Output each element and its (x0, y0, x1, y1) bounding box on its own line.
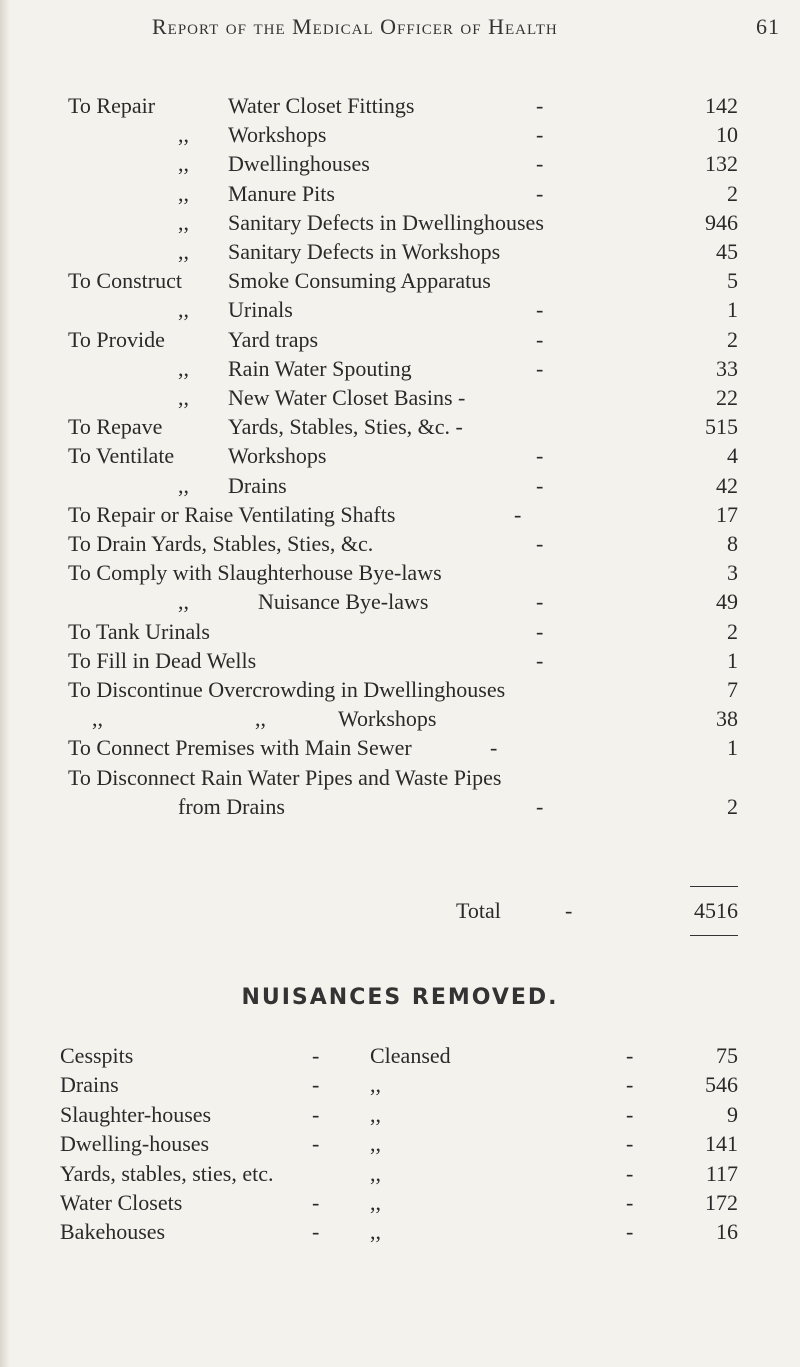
ditto-mark: ,, (178, 210, 189, 235)
nuisance-action: Cleansed (370, 1043, 451, 1068)
works-item: Dwellinghouses (228, 151, 370, 176)
works-action: To Connect Premises with Main Sewer (68, 735, 412, 760)
works-count: 10 (716, 122, 738, 147)
nuisance-action: ,, (370, 1131, 381, 1156)
works-item: Workshops (228, 443, 327, 468)
works-count: 49 (716, 589, 738, 614)
ditto-mark: ,, (178, 151, 189, 176)
nuisance-row (0, 1131, 800, 1159)
nuisance-row (0, 1102, 800, 1130)
works-row (0, 531, 800, 559)
nuisance-count: 75 (716, 1043, 738, 1068)
nuisance-row (0, 1072, 800, 1100)
nuisance-dash: - (626, 1219, 634, 1244)
works-row (0, 385, 800, 413)
works-item: Sanitary Defects in Workshops (228, 239, 501, 264)
works-row (0, 327, 800, 355)
works-count: 946 (705, 210, 738, 235)
works-action: To Comply with Slaughterhouse Bye-laws (68, 560, 442, 585)
works-item: Drains (228, 473, 287, 498)
works-count: 515 (705, 414, 738, 439)
works-item: Nuisance Bye-laws (258, 589, 429, 614)
works-action: To Repair (68, 93, 156, 118)
ditto-mark: ,, (255, 706, 266, 731)
total-dash: - (565, 898, 573, 923)
total-rule-bottom (690, 935, 738, 936)
nuisance-dash: - (312, 1043, 320, 1068)
works-action: To Drain Yards, Stables, Sties, &c. (68, 531, 374, 556)
nuisance-action: ,, (370, 1072, 381, 1097)
works-count: 33 (716, 356, 738, 381)
works-row (0, 794, 800, 822)
works-action: To Tank Urinals (68, 619, 210, 644)
works-action: To Provide (68, 327, 165, 352)
works-item: Workshops (228, 122, 327, 147)
nuisance-count: 172 (705, 1190, 738, 1215)
nuisance-dash: - (626, 1072, 634, 1097)
nuisance-row (0, 1043, 800, 1071)
works-row (0, 239, 800, 267)
works-item: Smoke Consuming Apparatus (228, 268, 491, 293)
works-count: 1 (727, 735, 738, 760)
works-action: To Construct (68, 268, 182, 293)
works-count: 142 (705, 93, 738, 118)
works-dash: - (514, 502, 522, 527)
works-dash: - (536, 93, 544, 118)
nuisance-count: 16 (716, 1219, 738, 1244)
works-action: To Repave (68, 414, 163, 439)
works-item: Yards, Stables, Sties, &c. - (228, 414, 463, 439)
works-item: Sanitary Defects in Dwellinghouses (228, 210, 544, 235)
works-item: Urinals (228, 297, 293, 322)
works-dash: - (536, 619, 544, 644)
works-item: Rain Water Spouting (228, 356, 412, 381)
nuisance-dash: - (626, 1131, 634, 1156)
total-label: Total (456, 898, 501, 923)
works-row (0, 502, 800, 530)
works-row (0, 735, 800, 763)
nuisance-row (0, 1219, 800, 1247)
works-action: To Fill in Dead Wells (68, 648, 257, 673)
works-item: from Drains (178, 794, 285, 819)
works-row (0, 560, 800, 588)
works-row (0, 677, 800, 705)
works-row (0, 589, 800, 617)
nuisance-dash: - (312, 1102, 320, 1127)
nuisance-place: Bakehouses (60, 1219, 166, 1244)
works-item: Water Closet Fittings (228, 93, 415, 118)
works-item: Workshops (338, 706, 437, 731)
works-dash: - (536, 589, 544, 614)
nuisance-action: ,, (370, 1102, 381, 1127)
works-count: 22 (716, 385, 738, 410)
works-action: To Repair or Raise Ventilating Shafts (68, 502, 396, 527)
ditto-mark: ,, (92, 706, 103, 731)
works-count: 2 (727, 327, 738, 352)
works-count: 8 (727, 531, 738, 556)
works-row (0, 93, 800, 121)
works-count: 2 (727, 181, 738, 206)
works-count: 2 (727, 619, 738, 644)
works-action: To Discontinue Overcrowding in Dwellinghouses (68, 677, 506, 702)
works-row (0, 297, 800, 325)
works-item: Manure Pits (228, 181, 335, 206)
nuisance-dash: - (312, 1072, 320, 1097)
works-count: 5 (727, 268, 738, 293)
works-dash: - (536, 443, 544, 468)
works-dash: - (536, 297, 544, 322)
total-rule-top (690, 886, 738, 887)
works-count: 38 (716, 706, 738, 731)
works-count: 3 (727, 560, 738, 585)
works-action: To Ventilate (68, 443, 175, 468)
nuisance-place: Slaughter-houses (60, 1102, 212, 1127)
ditto-mark: ,, (178, 589, 189, 614)
nuisance-count: 9 (727, 1102, 738, 1127)
works-row (0, 356, 800, 384)
ditto-mark: ,, (178, 239, 189, 264)
nuisances-title: NUISANCES REMOVED. (241, 985, 559, 1010)
works-row (0, 268, 800, 296)
nuisance-place: Dwelling-houses (60, 1131, 210, 1156)
works-count: 45 (716, 239, 738, 264)
nuisance-place: Cesspits (60, 1043, 134, 1068)
nuisance-place: Water Closets (60, 1190, 183, 1215)
works-dash: - (536, 181, 544, 206)
nuisance-count: 141 (705, 1131, 738, 1156)
works-count: 42 (716, 473, 738, 498)
nuisance-dash: - (626, 1043, 634, 1068)
nuisance-action: ,, (370, 1161, 381, 1186)
works-row (0, 706, 800, 734)
nuisance-dash: - (626, 1102, 634, 1127)
works-dash: - (536, 531, 544, 556)
nuisance-count: 546 (705, 1072, 738, 1097)
nuisance-dash: - (312, 1131, 320, 1156)
works-count: 1 (727, 648, 738, 673)
nuisance-action: ,, (370, 1219, 381, 1244)
works-dash: - (536, 122, 544, 147)
ditto-mark: ,, (178, 297, 189, 322)
works-row (0, 443, 800, 471)
nuisance-dash: - (312, 1190, 320, 1215)
works-row (0, 414, 800, 442)
works-row (0, 648, 800, 676)
ditto-mark: ,, (178, 356, 189, 381)
ditto-mark: ,, (178, 122, 189, 147)
works-row (0, 210, 800, 238)
works-dash: - (536, 473, 544, 498)
works-dash: - (490, 735, 498, 760)
works-dash: - (536, 794, 544, 819)
nuisance-row (0, 1190, 800, 1218)
works-dash: - (536, 356, 544, 381)
works-row (0, 765, 800, 793)
nuisance-row (0, 1161, 800, 1189)
works-row (0, 122, 800, 150)
nuisance-count: 117 (705, 1161, 738, 1186)
nuisance-dash: - (312, 1219, 320, 1244)
works-row (0, 151, 800, 179)
works-count: 2 (727, 794, 738, 819)
ditto-mark: ,, (178, 181, 189, 206)
nuisance-place: Yards, stables, sties, etc. (60, 1161, 274, 1186)
works-count: 1 (727, 297, 738, 322)
works-row (0, 473, 800, 501)
works-count: 132 (705, 151, 738, 176)
ditto-mark: ,, (178, 385, 189, 410)
works-dash: - (536, 648, 544, 673)
works-dash: - (536, 327, 544, 352)
total-value: 4516 (694, 898, 738, 923)
works-dash: - (536, 151, 544, 176)
works-row (0, 181, 800, 209)
works-row (0, 619, 800, 647)
works-item: Yard traps (228, 327, 319, 352)
works-count: 17 (716, 502, 738, 527)
page-number: 61 (756, 14, 780, 39)
works-count: 7 (727, 677, 738, 702)
running-header (152, 14, 780, 40)
nuisance-place: Drains (60, 1072, 119, 1097)
nuisance-dash: - (626, 1161, 634, 1186)
works-item: New Water Closet Basins - (228, 385, 466, 410)
header-title: Report of the Medical Officer of Health (152, 14, 558, 39)
nuisance-action: ,, (370, 1190, 381, 1215)
nuisance-dash: - (626, 1190, 634, 1215)
works-count: 4 (727, 443, 738, 468)
ditto-mark: ,, (178, 473, 189, 498)
works-action: To Disconnect Rain Water Pipes and Waste Pipes (68, 765, 502, 790)
